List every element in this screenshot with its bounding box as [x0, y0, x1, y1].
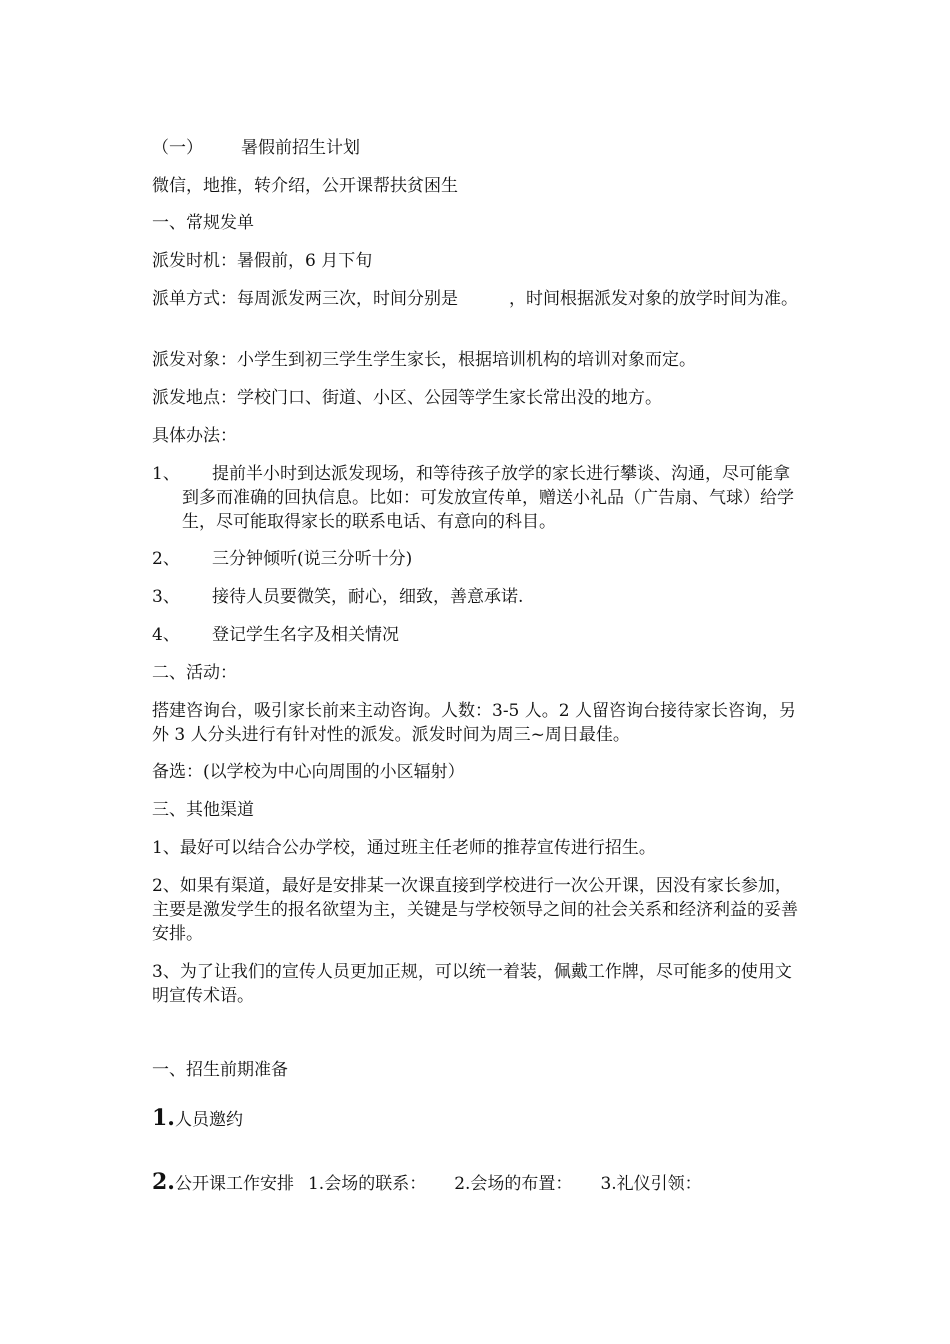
- list-item-number: 2、: [152, 549, 180, 569]
- heading-number: （一）: [152, 138, 203, 158]
- section-3-title: 三、其他渠道: [152, 800, 254, 820]
- other-channel-2: 2、如果有渠道，最好是安排某一次课直接到学校进行一次公开课，因没有家长参加，主要是激发学生的报名欲望为主，关键是与学校领导之间的社会关系和经济利益的妥善安排。: [152, 876, 798, 944]
- location-line: 派发地点：学校门口、街道、小区、公园等学生家长常出没的地方。: [152, 388, 662, 408]
- prep-subitem-venue-setup: 2.会场的布置：: [454, 1174, 573, 1194]
- list-item-text: 接待人员要微笑，耐心，细致，善意承诺.: [212, 587, 524, 607]
- prep-subitem-venue-contact: 1.会场的联系：: [307, 1174, 427, 1194]
- list-item-text: 提前半小时到达派发现场，和等待孩子放学的家长进行攀谈、沟通，尽可能拿到多而准确的回执信息。比如：可发放宣传单，赠送小礼品（广告扇、气球）给学生，尽可能取得家长的联系电话、有意向的科目。: [182, 464, 794, 532]
- section-1-title: 一、常规发单: [152, 213, 254, 233]
- specific-methods-label: 具体办法：: [152, 426, 237, 446]
- list-item-text: 登记学生名字及相关情况: [212, 625, 399, 645]
- list-item-number: 4、: [152, 625, 180, 645]
- prep-item-number: 2.: [152, 1169, 175, 1195]
- other-channel-3: 3、为了让我们的宣传人员更加正规，可以统一着装，佩戴工作牌，尽可能多的使用文明宣传术语。: [152, 962, 792, 1006]
- channels-line: 微信，地推，转介绍，公开课帮扶贫困生: [152, 176, 458, 196]
- target-line: 派发对象：小学生到初三学生学生家长，根据培训机构的培训对象而定。: [152, 350, 696, 370]
- method-paragraph: 派单方式：每周派发两三次，时间分别是 ，时间根据派发对象的放学时间为准。: [152, 289, 798, 309]
- prep-item-text: 人员邀约: [174, 1110, 243, 1130]
- alternative-line: 备选：(以学校为中心向周围的小区辐射）: [152, 762, 465, 782]
- prep-section-title: 一、招生前期准备: [152, 1060, 288, 1080]
- prep-item-number: 1.: [152, 1105, 175, 1131]
- section-heading: [152, 136, 360, 160]
- prep-subitem-etiquette: 3.礼仪引领：: [600, 1174, 702, 1194]
- other-channel-1: 1、最好可以结合公办学校，通过班主任老师的推荐宣传进行招生。: [152, 838, 656, 858]
- list-item-number: 1、: [152, 464, 180, 484]
- list-item-number: 3、: [152, 587, 180, 607]
- prep-item-2: [152, 1170, 702, 1196]
- prep-item-text: 公开课工作安排: [174, 1174, 294, 1194]
- list-item-text: 三分钟倾听(说三分听十分): [212, 549, 413, 569]
- activity-paragraph: 搭建咨询台，吸引家长前来主动咨询。人数：3-5 人。2 人留咨询台接待家长咨询，另外 3 人分头进行有针对性的派发。派发时间为周三~周日最佳。: [152, 701, 796, 745]
- prep-item-1: [152, 1106, 243, 1132]
- heading-text: 暑假前招生计划: [241, 138, 360, 158]
- timing-line: 派发时机：暑假前，6 月下旬: [152, 251, 373, 271]
- section-2-title: 二、活动：: [152, 663, 237, 683]
